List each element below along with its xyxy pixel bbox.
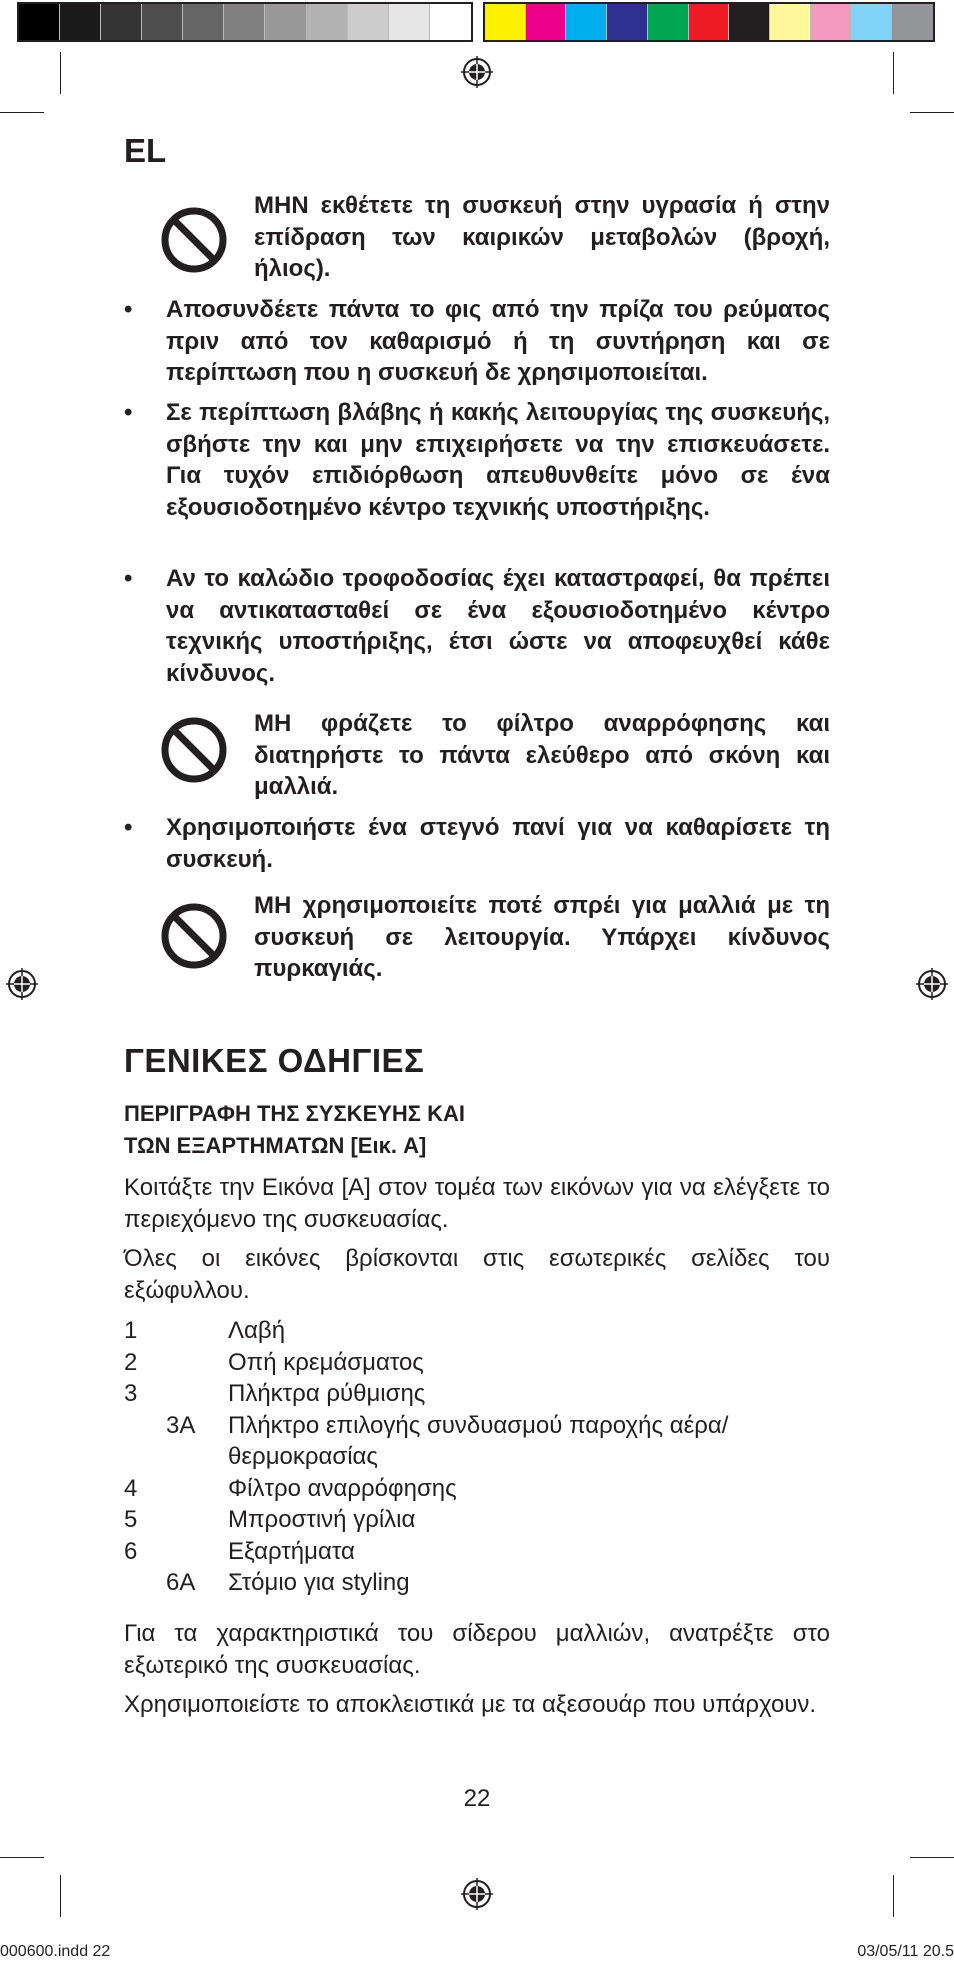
bullet-glyph: • — [124, 296, 133, 323]
warning-text: ΜΗ χρησιμοποιείτε ποτέ σπρέι για μαλλιά με τη συσκευή σε λειτουργία. Υπάρχει κίνδυνος πυρκαγιάς. — [254, 892, 830, 982]
parts-list-item — [124, 1347, 830, 1379]
part-label: Πλήκτρα ρύθμισης — [228, 1380, 426, 1407]
list-item — [124, 397, 830, 523]
prohibition-icon — [160, 716, 228, 784]
paragraph: Όλες οι εικόνες βρίσκονται στις εσωτερικές σελίδες του εξώφυλλου. — [124, 1245, 830, 1304]
gray-swatch — [307, 4, 348, 40]
bullet-glyph: • — [124, 814, 133, 841]
grayscale-calibration-bar — [17, 2, 473, 42]
gray-swatch — [60, 4, 101, 40]
parts-list-item — [124, 1473, 830, 1505]
parts-list-item — [124, 1536, 830, 1568]
parts-list-item — [124, 1410, 830, 1473]
crop-mark — [0, 112, 44, 113]
color-calibration-bar — [483, 2, 935, 42]
list-item — [124, 294, 830, 389]
bullet-text: Σε περίπτωση βλάβης ή κακής λειτουργίας της συσκευής, σβήστε την και μην επιχειρήσετε να την επισκευάσετε. Για τυχόν επιδιόρθωση απευθυνθείτε μόνο σε ένα εξουσιοδοτημένο κέντρο τεχνικής υποστήριξης. — [166, 399, 830, 521]
bullet-text: Χρησιμοποιήστε ένα στεγνό πανί για να καθαρίσετε τη συσκευή. — [166, 814, 830, 873]
bullet-text: Αν το καλώδιο τροφοδοσίας έχει καταστραφεί, θα πρέπει να αντικατασταθεί σε ένα εξουσιοδοτημένο κέντρο τεχνικής υποστήριξης, έτσι ώστε να αποφευχθεί κάθε κίνδυνος. — [166, 565, 830, 687]
color-swatch — [607, 4, 648, 40]
crop-mark — [893, 1875, 894, 1917]
crop-mark — [60, 52, 61, 94]
gray-swatch — [101, 4, 142, 40]
print-slug-filename: 000600.indd 22 — [0, 1943, 111, 1960]
gray-swatch — [430, 4, 471, 40]
part-number: 6 — [124, 1537, 138, 1565]
registration-mark-icon — [4, 966, 40, 1002]
registration-mark-icon — [459, 1876, 495, 1912]
gray-swatch — [265, 4, 306, 40]
color-swatch — [526, 4, 567, 40]
gray-swatch — [183, 4, 224, 40]
gray-swatch — [348, 4, 389, 40]
part-label: Στόμιο για styling — [228, 1569, 410, 1596]
color-swatch — [566, 4, 607, 40]
warning-block — [160, 190, 830, 285]
color-swatch — [770, 4, 811, 40]
color-swatch — [729, 4, 770, 40]
crop-mark — [910, 1857, 954, 1858]
color-swatch — [485, 4, 526, 40]
part-label: Οπή κρεμάσματος — [228, 1348, 424, 1376]
part-number: 1 — [124, 1317, 138, 1344]
part-label: Μπροστινή γρίλια — [228, 1506, 416, 1533]
bullet-glyph: • — [124, 399, 133, 426]
registration-mark-icon — [459, 54, 495, 90]
part-number: 3 — [124, 1380, 138, 1407]
part-label: Φίλτρο αναρρόφησης — [228, 1474, 457, 1502]
subsection-title-line: ΠΕΡΙΓΡΑΦΗ ΤΗΣ ΣΥΣΚΕΥΗΣ ΚΑΙ — [124, 1101, 466, 1126]
color-swatch — [851, 4, 892, 40]
part-number: 5 — [124, 1506, 138, 1533]
language-code: EL — [124, 132, 167, 169]
parts-list-item — [124, 1567, 830, 1599]
bullet-text: Αποσυνδέετε πάντα το φις από την πρίζα του ρεύματος πριν από τον καθαρισμό ή τη συντήρηση και σε περίπτωση που η συσκευή δε χρησιμοποιείται. — [166, 296, 830, 386]
crop-mark — [893, 52, 894, 94]
gray-swatch — [224, 4, 265, 40]
color-swatch — [689, 4, 730, 40]
warning-block — [160, 890, 830, 985]
color-swatch — [811, 4, 852, 40]
page-number: 22 — [463, 1785, 491, 1812]
print-slug-date: 03/05/11 20.5 — [857, 1943, 954, 1960]
section-title: ΓΕΝΙΚΕΣ ΟΔΗΓΙΕΣ — [124, 1042, 425, 1079]
subsection-title-line: ΤΩΝ ΕΞΑΡΤΗΜΑΤΩΝ [Εικ. A] — [124, 1132, 427, 1158]
bullet-glyph: • — [124, 565, 133, 592]
parts-list — [124, 1315, 830, 1599]
parts-list-item — [124, 1315, 830, 1347]
part-number: 3A — [166, 1411, 196, 1439]
part-label: Πλήκτρο επιλογής συνδυασμού παροχής αέρα/θερμοκρασίας — [228, 1411, 729, 1470]
prohibition-icon — [160, 206, 228, 274]
part-label: Λαβή — [228, 1317, 286, 1344]
crop-mark — [910, 112, 954, 113]
paragraph: Κοιτάξτε την Εικόνα [A] στον τομέα των εικόνων για να ελέγξετε το περιεχόμενο της συσκευασίας. — [124, 1174, 830, 1233]
parts-list-item — [124, 1504, 830, 1536]
crop-mark — [60, 1875, 61, 1917]
prohibition-icon — [160, 902, 228, 970]
paragraph: Για τα χαρακτηριστικά του σίδερου μαλλιών, ανατρέξτε στο εξωτερικό της συσκευασίας. — [124, 1620, 830, 1679]
part-label: Εξαρτήματα — [228, 1537, 355, 1565]
gray-swatch — [389, 4, 430, 40]
part-number: 4 — [124, 1474, 138, 1502]
list-item — [124, 563, 830, 689]
registration-mark-icon — [914, 966, 950, 1002]
color-swatch — [648, 4, 689, 40]
warning-text: ΜΗΝ εκθέτετε τη συσκευή στην υγρασία ή στην επίδραση των καιρικών μεταβολών (βροχή, ήλιος). — [254, 192, 830, 282]
parts-list-item — [124, 1378, 830, 1410]
paragraph: Χρησιμοποιείστε το αποκλειστικά με τα αξεσουάρ που υπάρχουν. — [124, 1691, 817, 1718]
gray-swatch — [142, 4, 183, 40]
color-swatch — [892, 4, 933, 40]
gray-swatch — [19, 4, 60, 40]
part-number: 6A — [166, 1569, 196, 1596]
warning-block — [160, 708, 830, 803]
list-item — [124, 812, 830, 875]
warning-text: ΜΗ φράζετε το φίλτρο αναρρόφησης και διατηρήστε το πάντα ελεύθερο από σκόνη και μαλλιά. — [254, 710, 830, 800]
part-number: 2 — [124, 1348, 138, 1376]
subsection-title — [124, 1098, 744, 1161]
crop-mark — [0, 1857, 44, 1858]
